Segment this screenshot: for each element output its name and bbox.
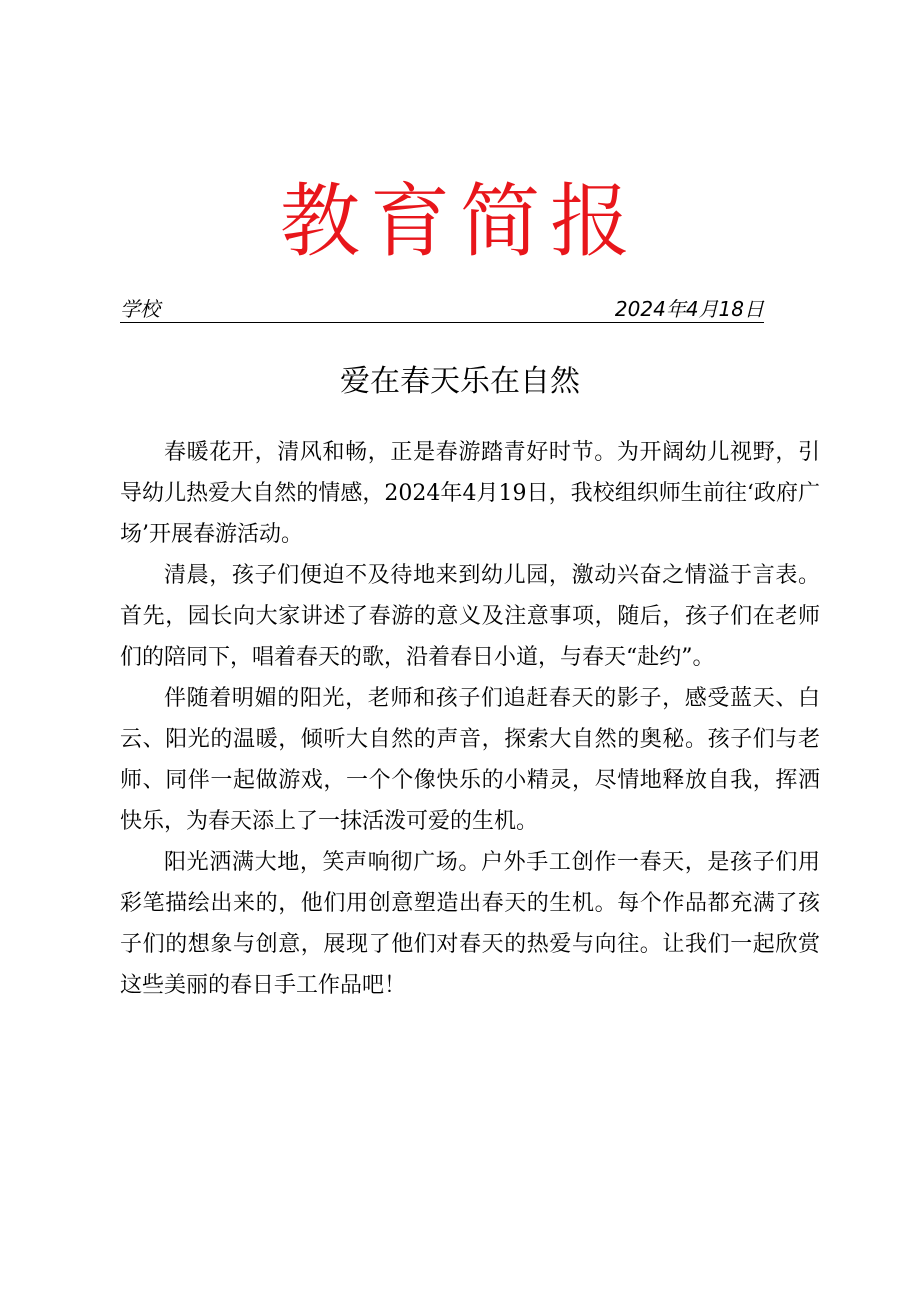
- masthead-title: 教育简报: [280, 175, 640, 268]
- article-paragraph: 清晨，孩子们便迫不及待地来到幼儿园，激动兴奋之情溢于言表。首先，园长向大家讲述了春游的意义及注意事项，随后，孩子们在老师们的陪同下，唱着春天的歌，沿着春日小道，与春天“赴约”。: [120, 563, 820, 670]
- article-body: [120, 432, 820, 1006]
- article-title: 爱在春天乐在自然: [340, 364, 580, 399]
- article-paragraph: 伴随着明媚的阳光，老师和孩子们追赶春天的影子，感受蓝天、白云、阳光的温暖，倾听大自然的声音，探索大自然的奥秘。孩子们与老师、同伴一起做游戏，一个个像快乐的小精灵，尽情地释放自我，挥洒快乐，为春天添上了一抹活泼可爱的生机。: [120, 686, 820, 834]
- header-meta-line: [120, 296, 764, 323]
- school-label: 学校: [120, 297, 160, 321]
- article-paragraph: 阳光洒满大地，笑声响彻广场。户外手工创作一春天，是孩子们用彩笔描绘出来的，他们用创意塑造出春天的生机。每个作品都充满了孩子们的想象与创意，展现了他们对春天的热爱与向往。让我们一起欣赏这些美丽的春日手工作品吧！: [120, 850, 820, 998]
- article-paragraph: 春暖花开，清风和畅，正是春游踏青好时节。为开阔幼儿视野，引导幼儿热爱大自然的情感，2024年4月19日，我校组织师生前往‘政府广场’开展春游活动。: [120, 440, 820, 547]
- issue-date: 2024年4月18日: [614, 297, 764, 321]
